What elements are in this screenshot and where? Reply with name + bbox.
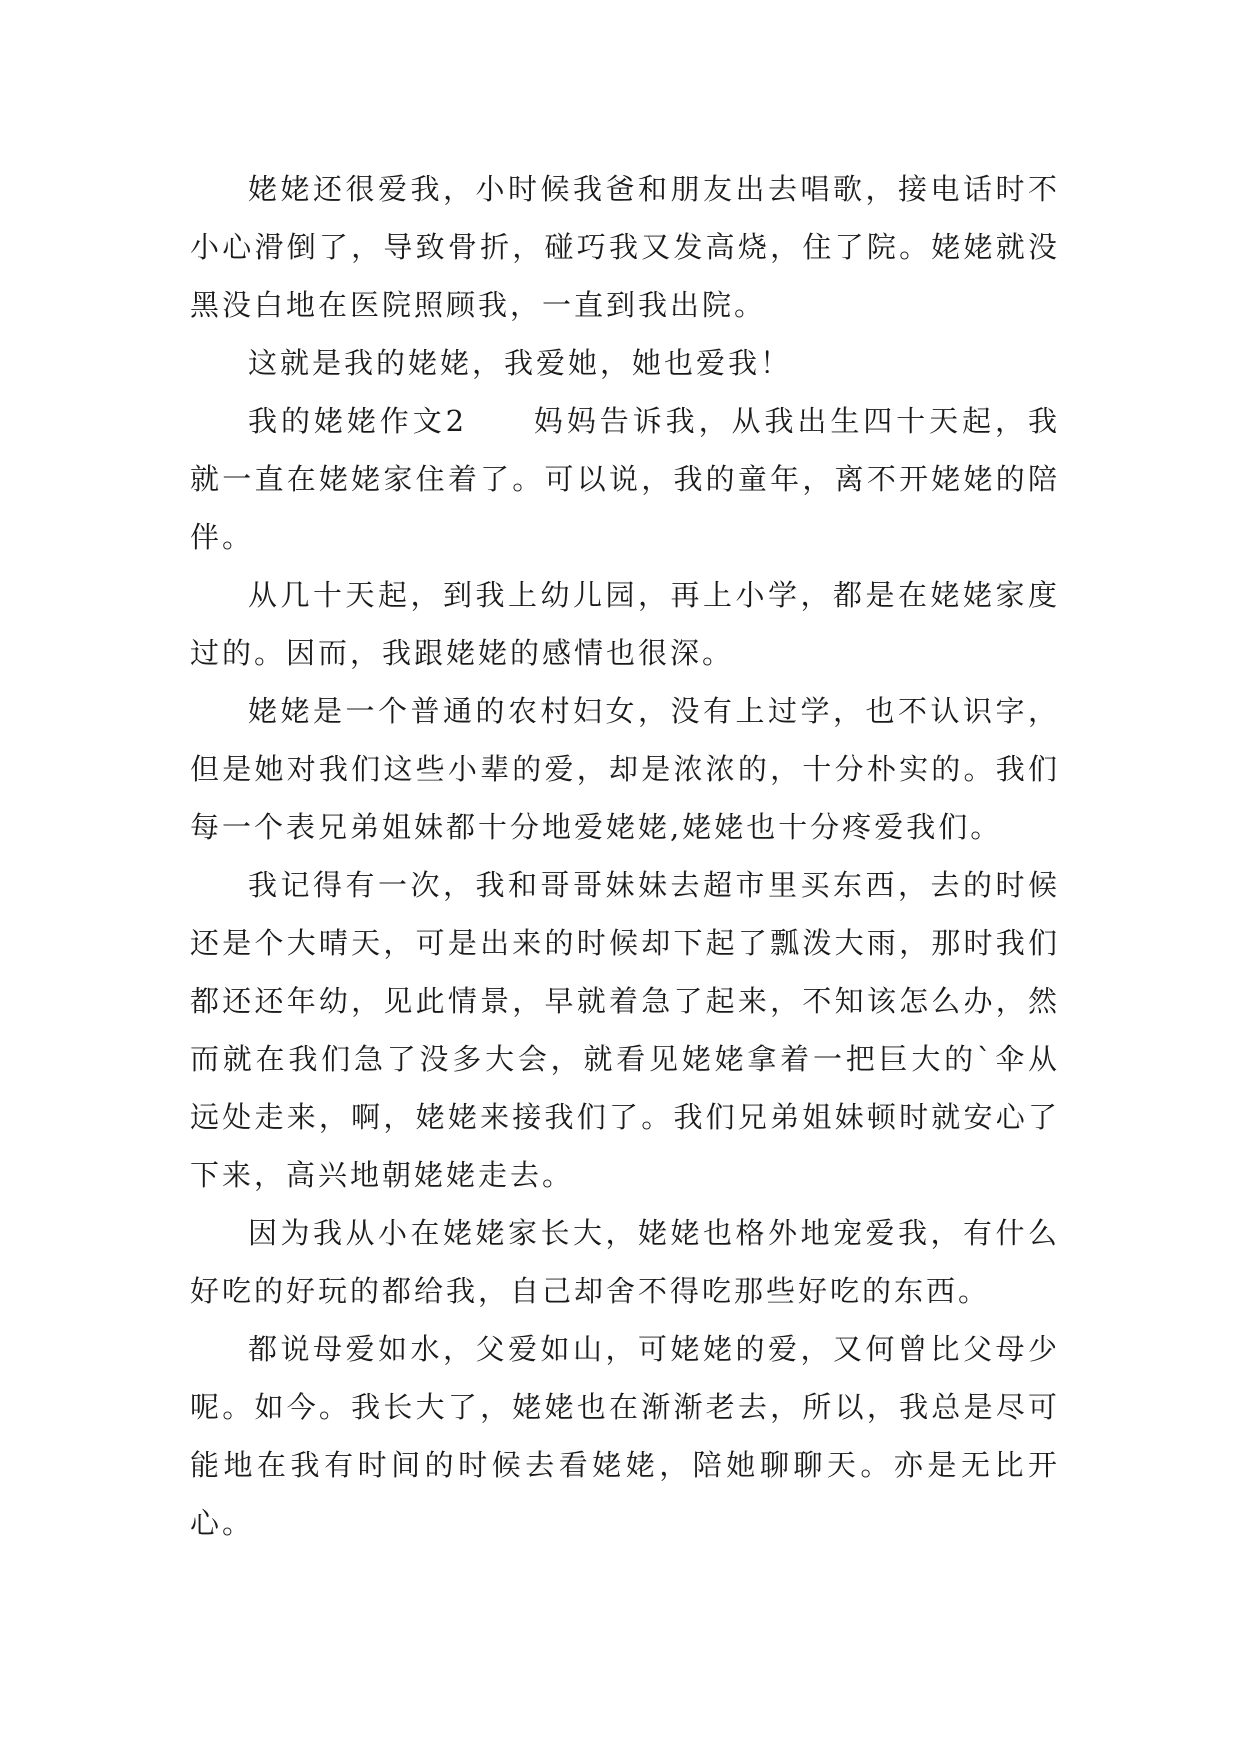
paragraph: 都说母爱如水，父爱如山，可姥姥的爱，又何曾比父母少呢。如今。我长大了，姥姥也在渐渐老去，所以，我总是尽可能地在我有时间的时候去看姥姥，陪她聊聊天。亦是无比开心。	[190, 1332, 1060, 1540]
paragraph: 这就是我的姥姥，我爱她，她也爱我！	[248, 346, 793, 380]
paragraph: 姥姥还很爱我，小时候我爸和朋友出去唱歌，接电话时不小心滑倒了，导致骨折，碰巧我又发高烧，住了院。姥姥就没黑没白地在医院照顾我，一直到我出院。	[190, 172, 1060, 322]
paragraph: 姥姥是一个普通的农村妇女，没有上过学，也不认识字，但是她对我们这些小辈的爱，却是浓浓的，十分朴实的。我们每一个表兄弟姐妹都十分地爱姥姥,姥姥也十分疼爱我们。	[190, 694, 1060, 844]
document-body	[190, 160, 1060, 1552]
paragraph: 从几十天起，到我上幼儿园，再上小学，都是在姥姥家度过的。因而，我跟姥姥的感情也很深。	[190, 578, 1060, 670]
paragraph: 我的姥姥作文2 妈妈告诉我，从我出生四十天起，我就一直在姥姥家住着了。可以说，我的童年，离不开姥姥的陪伴。	[190, 404, 1060, 554]
paragraph: 我记得有一次，我和哥哥妹妹去超市里买东西，去的时候还是个大晴天，可是出来的时候却下起了瓢泼大雨，那时我们都还还年幼，见此情景，早就着急了起来，不知该怎么办，然而就在我们急了没多大会，就看见姥姥拿着一把巨大的`伞从远处走来，啊，姥姥来接我们了。我们兄弟姐妹顿时就安心了下来，高兴地朝姥姥走去。	[190, 868, 1060, 1192]
paragraph: 因为我从小在姥姥家长大，姥姥也格外地宠爱我，有什么好吃的好玩的都给我，自己却舍不得吃那些好吃的东西。	[190, 1216, 1060, 1308]
